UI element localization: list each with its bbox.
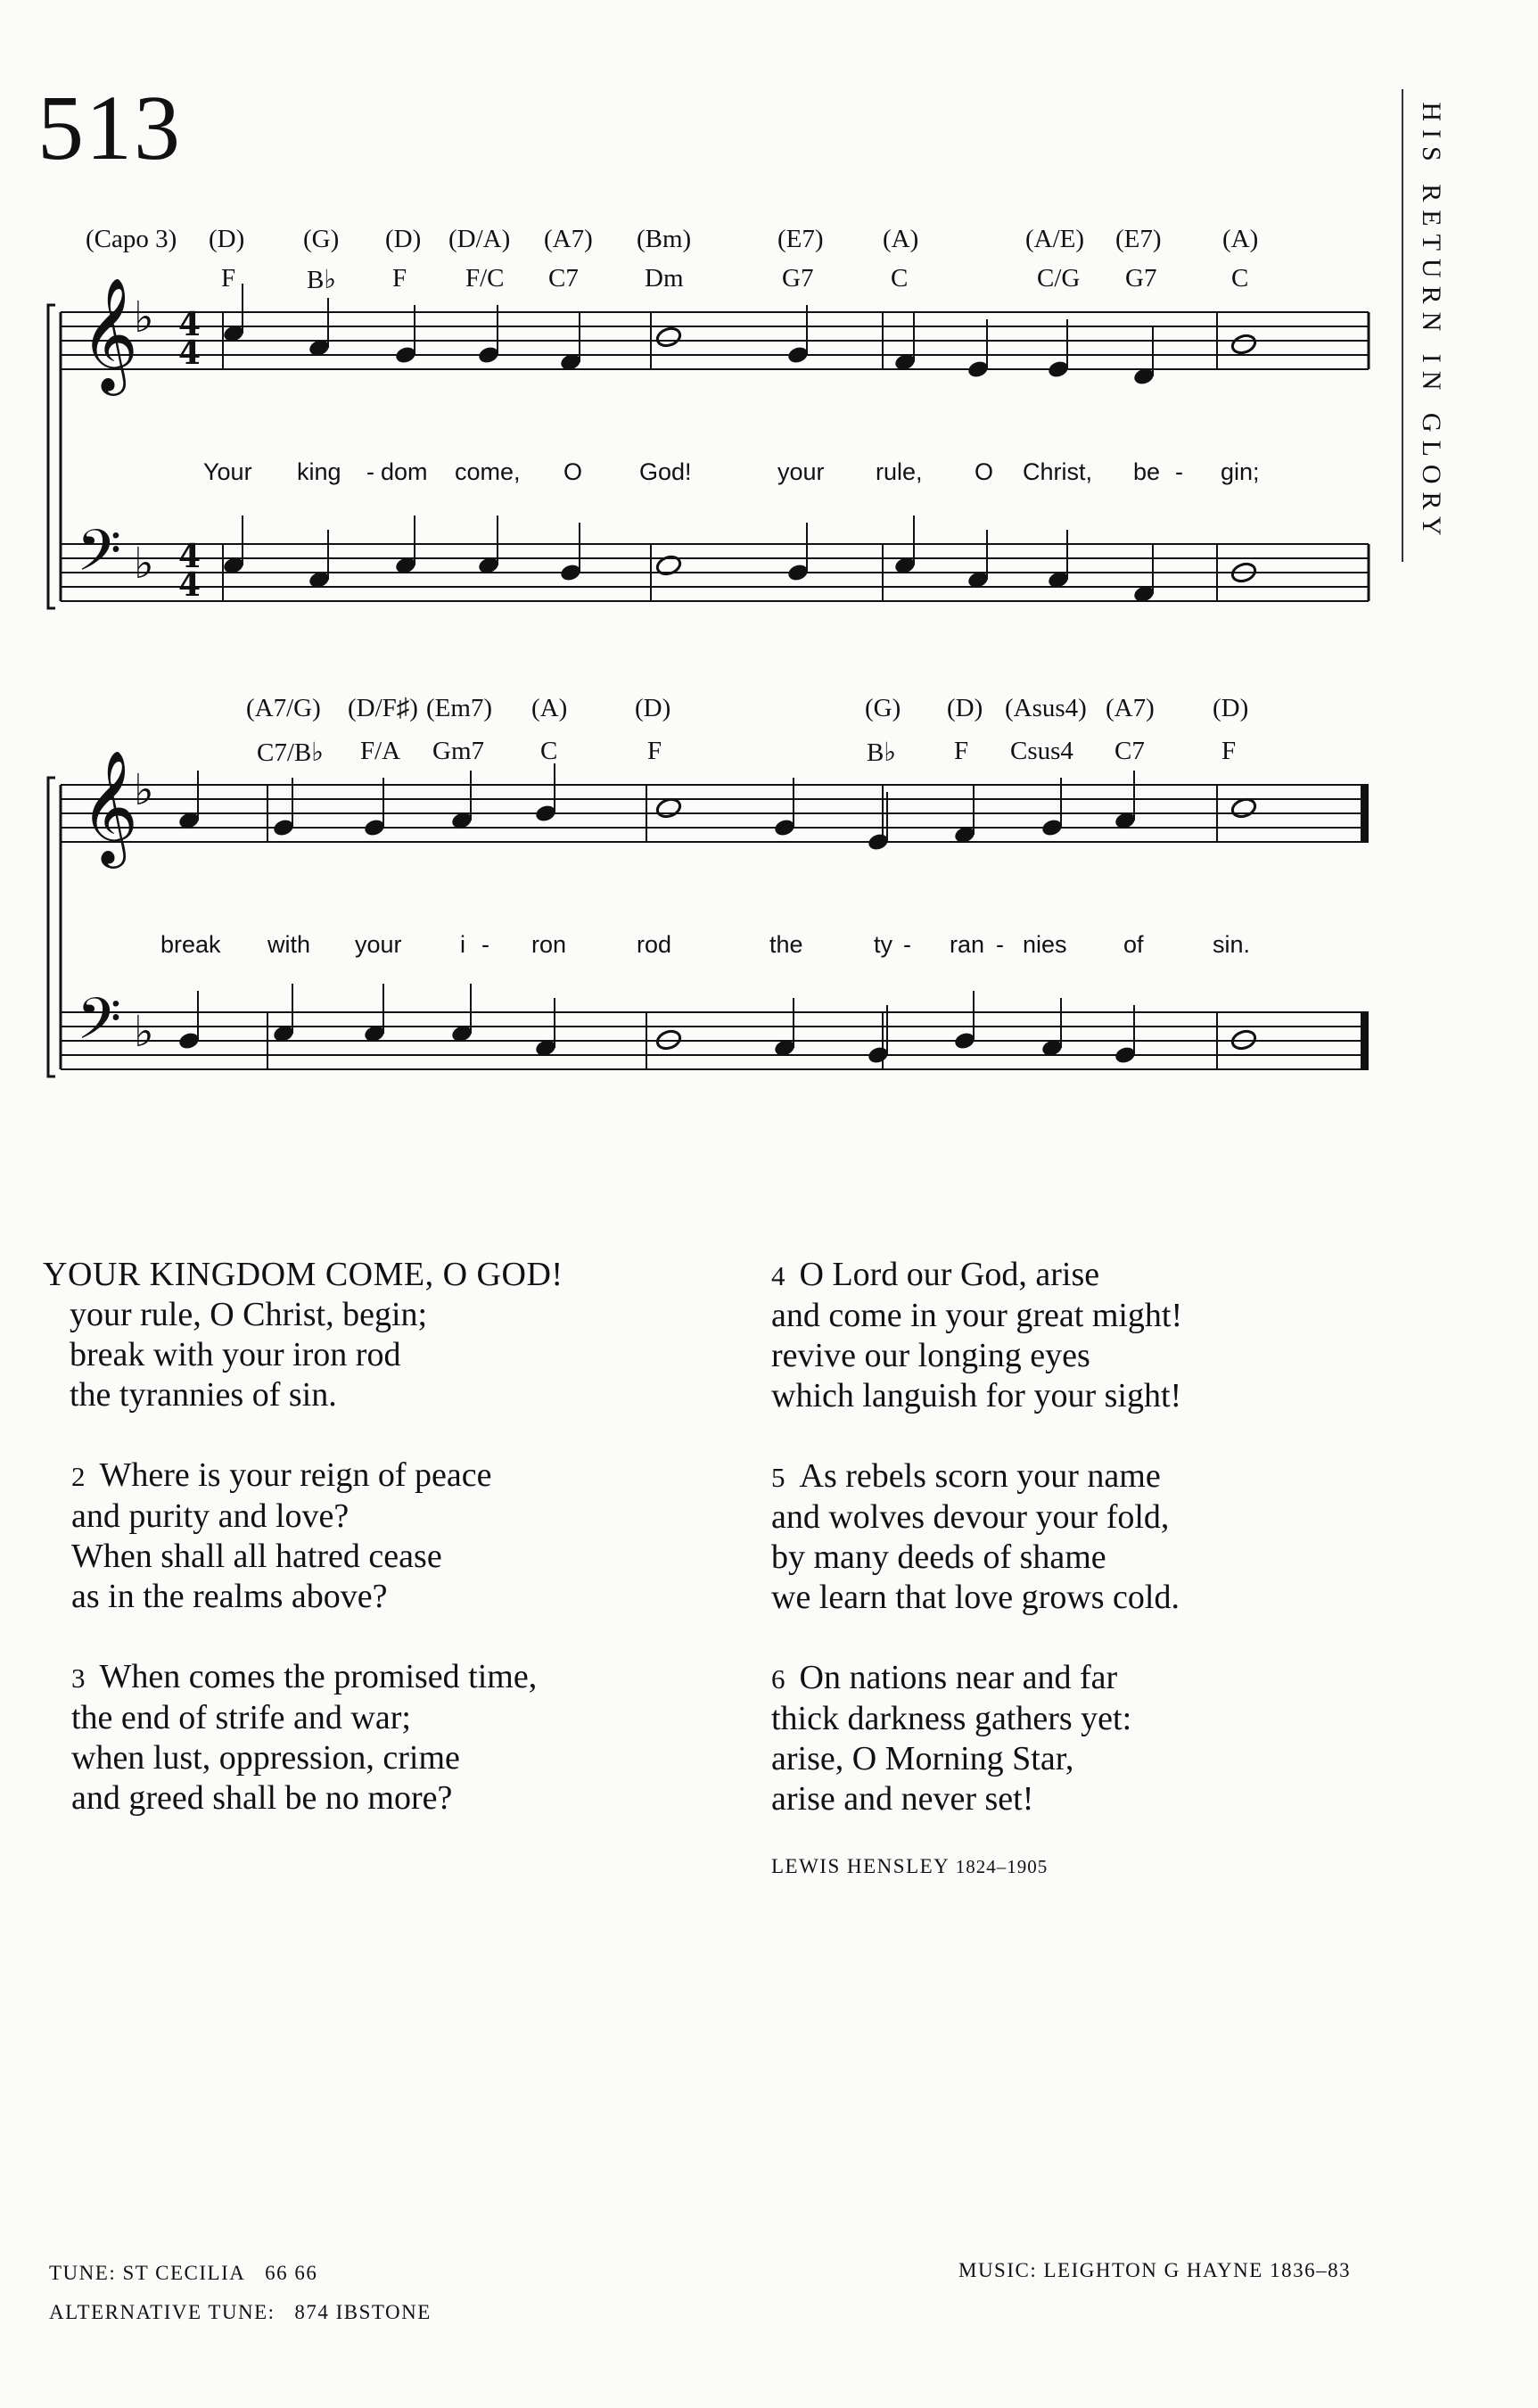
- guitar-chord-s1-6: (E7): [777, 225, 824, 253]
- chord-s2-1: F/A: [360, 737, 401, 765]
- verse-2-line-1: 2 Where is your reign of peace: [71, 1456, 492, 1494]
- lyric-s2-12: nies: [1023, 931, 1067, 958]
- lyric-s1-12: -: [1175, 458, 1183, 485]
- verse-4-number: 4: [771, 1260, 785, 1291]
- verse-2-line-4: as in the realms above?: [71, 1578, 388, 1615]
- flat-key-bass-1: ♭: [134, 539, 154, 589]
- verses-right-column: [771, 1255, 1182, 1878]
- author-credit: [771, 1855, 1182, 1878]
- verse-5-line-4: we learn that love grows cold.: [771, 1579, 1180, 1616]
- guitar-chord-s2-2: (Em7): [426, 694, 493, 722]
- verse-6-number: 6: [771, 1663, 785, 1695]
- bass-clef-icon-2: 𝄢: [77, 986, 122, 1067]
- guitar-chord-s1-8: (A/E): [1025, 225, 1085, 253]
- half-note-treble-1: [1230, 333, 1258, 356]
- lyric-s1-5: O: [563, 458, 583, 485]
- chord-s2-0: C7/B♭: [257, 738, 324, 767]
- verse-3-line-2: the end of strife and war;: [71, 1699, 411, 1736]
- verse-5-line-3: by many deeds of shame: [771, 1538, 1106, 1576]
- guitar-chord-s2-5: (G): [865, 694, 901, 722]
- guitar-chord-s1-0: (D): [209, 225, 245, 253]
- tune-meter: 66 66: [265, 2262, 318, 2284]
- chord-s1-2: F: [392, 264, 407, 293]
- verse-1-line-3: break with your iron rod: [70, 1336, 401, 1373]
- music-credit: [958, 2259, 1351, 2282]
- verse-1-line-2: your rule, O Christ, begin;: [70, 1296, 428, 1333]
- lyric-s2-8: ty: [874, 931, 893, 958]
- lyric-s1-2: -: [366, 458, 374, 485]
- lyric-s2-2: your: [355, 931, 402, 958]
- guitar-chord-s1-1: (G): [303, 225, 340, 253]
- alternative-tune-label: ALTERNATIVE TUNE:: [49, 2301, 276, 2323]
- chord-s1-7: C: [891, 264, 909, 293]
- verse-4-line-3: revive our longing eyes: [771, 1337, 1090, 1374]
- verse-2-number: 2: [71, 1461, 86, 1492]
- lyric-s1-6: God!: [639, 458, 692, 485]
- time-signature-0: 4: [178, 306, 202, 343]
- lyric-s1-7: your: [777, 458, 825, 485]
- verse-3-line-4: and greed shall be no more?: [71, 1779, 453, 1817]
- verse-4: [771, 1255, 1182, 1416]
- guitar-chord-s1-10: (A): [1222, 225, 1259, 253]
- chord-s1-5: Dm: [645, 264, 684, 293]
- lyric-s2-9: -: [903, 931, 911, 958]
- half-note-bass-0: [655, 554, 683, 577]
- lyric-s1-8: rule,: [876, 458, 923, 485]
- time-signature-2: 4: [178, 538, 202, 575]
- lyric-s1-3: dom: [381, 458, 428, 485]
- verse-3: [43, 1657, 563, 1818]
- verse-1-line-4: the tyrannies of sin.: [70, 1376, 337, 1414]
- hymn-number: 513: [37, 77, 182, 179]
- chord-s1-1: B♭: [307, 266, 337, 294]
- tune-name: TUNE: ST CECILIA: [49, 2262, 246, 2284]
- verses-left-column: [43, 1255, 563, 1818]
- guitar-chord-s2-3: (A): [531, 694, 568, 722]
- system-bracket-1: [48, 305, 55, 608]
- verse-2: [43, 1456, 563, 1617]
- guitar-chord-s1-3: (D/A): [448, 225, 511, 253]
- guitar-chord-s1-5: (Bm): [637, 225, 692, 253]
- chord-s2-3: C: [540, 737, 558, 765]
- lyric-s2-5: ron: [531, 931, 567, 958]
- alternative-tune-name: 874 IBSTONE: [294, 2301, 432, 2323]
- verse-5: [771, 1456, 1182, 1618]
- chord-s2-5: B♭: [867, 738, 897, 767]
- final-bar-treble-2: [1361, 785, 1369, 842]
- lyric-s2-3: i: [460, 931, 465, 958]
- treble-clef-icon-1: 𝄞: [80, 276, 139, 391]
- verse-4-line-1: 4 O Lord our God, arise: [771, 1256, 1100, 1293]
- lyric-s2-13: of: [1123, 931, 1144, 958]
- guitar-chord-s2-4: (D): [635, 694, 671, 722]
- verse-3-number: 3: [71, 1662, 86, 1694]
- chord-s2-9: F: [1221, 737, 1237, 765]
- chord-s1-6: G7: [782, 264, 814, 293]
- guitar-chord-s1-4: (A7): [544, 225, 593, 253]
- verse-6-line-2: thick darkness gathers yet:: [771, 1700, 1132, 1737]
- composer: MUSIC: LEIGHTON G HAYNE: [958, 2259, 1263, 2281]
- verse-5-line-2: and wolves devour your fold,: [771, 1498, 1170, 1536]
- guitar-chord-s2-8: (A7): [1106, 694, 1155, 722]
- music-notation: [0, 0, 1538, 1159]
- section-title: HIS RETURN IN GLORY: [1417, 102, 1446, 544]
- chord-s1-0: F: [221, 264, 236, 293]
- guitar-chord-s1-9: (E7): [1115, 225, 1162, 253]
- lyric-s2-4: -: [481, 931, 489, 958]
- verse-6-line-1: 6 On nations near and far: [771, 1659, 1118, 1696]
- chord-s2-7: Csus4: [1010, 737, 1073, 765]
- system-bracket-2: [48, 778, 55, 1076]
- verse-3-line-1: 3 When comes the promised time,: [71, 1658, 538, 1695]
- lyric-s1-4: come,: [455, 458, 521, 485]
- bass-clef-icon-1: 𝄢: [77, 518, 122, 598]
- verse-6-line-3: arise, O Morning Star,: [771, 1740, 1074, 1777]
- guitar-chord-s2-1: (D/F♯): [348, 694, 418, 722]
- time-signature-3: 4: [178, 566, 202, 604]
- verse-2-line-2: and purity and love?: [71, 1497, 350, 1535]
- flat-key-treble-2: ♭: [134, 765, 154, 815]
- lyric-s2-7: the: [769, 931, 803, 958]
- lyric-s2-11: -: [996, 931, 1004, 958]
- final-bar-bass-2: [1361, 1012, 1369, 1069]
- lyric-s2-14: sin.: [1213, 931, 1251, 958]
- lyric-s1-13: gin;: [1221, 458, 1260, 485]
- lyric-s2-0: break: [160, 931, 221, 958]
- tune-info: [49, 2262, 317, 2285]
- guitar-chord-s1-2: (D): [385, 225, 422, 253]
- chord-s2-6: F: [954, 737, 969, 765]
- verse-3-line-3: when lust, oppression, crime: [71, 1739, 460, 1777]
- author-name: LEWIS HENSLEY: [771, 1855, 950, 1877]
- time-signature-1: 4: [178, 334, 202, 372]
- chord-s1-9: G7: [1125, 264, 1157, 293]
- lyric-s2-6: rod: [637, 931, 672, 958]
- verse-6: [771, 1658, 1182, 1819]
- chord-s1-10: C: [1231, 264, 1249, 293]
- verse-1-line-1: YOUR KINGDOM COME, O GOD!: [43, 1256, 563, 1293]
- verse-4-line-4: which languish for your sight!: [771, 1377, 1182, 1414]
- lyric-s1-11: be: [1133, 458, 1161, 485]
- chord-s1-3: F/C: [465, 264, 505, 293]
- lyric-s1-10: Christ,: [1023, 458, 1093, 485]
- composer-dates: 1836–83: [1270, 2259, 1352, 2281]
- guitar-chord-s2-6: (D): [947, 694, 983, 722]
- guitar-chord-s2-0: (A7/G): [246, 694, 321, 722]
- verse-5-line-1: 5 As rebels scorn your name: [771, 1457, 1161, 1495]
- guitar-chord-s2-7: (Asus4): [1005, 694, 1087, 722]
- treble-clef-icon-2: 𝄞: [80, 749, 139, 863]
- verse-2-line-3: When shall all hatred cease: [71, 1538, 442, 1575]
- chord-s1-4: C7: [548, 264, 579, 293]
- verse-4-line-2: and come in your great might!: [771, 1297, 1183, 1334]
- chord-s2-8: C7: [1114, 737, 1145, 765]
- lyric-s1-1: king: [297, 458, 341, 485]
- chord-s1-8: C/G: [1037, 264, 1081, 293]
- lyric-s1-9: O: [975, 458, 994, 485]
- flat-key-bass-2: ♭: [134, 1007, 154, 1057]
- lyric-s1-0: Your: [203, 458, 252, 485]
- flat-key-treble-1: ♭: [134, 293, 154, 342]
- author-dates: 1824–1905: [955, 1856, 1049, 1877]
- capo-indicator: (Capo 3): [86, 225, 177, 253]
- chord-s2-4: F: [647, 737, 662, 765]
- chord-s2-2: Gm7: [432, 737, 484, 765]
- guitar-chord-s2-9: (D): [1213, 694, 1249, 722]
- half-note-treble-0: [655, 326, 683, 349]
- lyric-s2-10: ran: [950, 931, 985, 958]
- verse-1: [43, 1255, 563, 1415]
- verse-6-line-4: arise and never set!: [771, 1780, 1034, 1818]
- alternative-tune-info: [49, 2301, 432, 2324]
- lyric-s2-1: with: [267, 931, 311, 958]
- verse-5-number: 5: [771, 1462, 785, 1493]
- guitar-chord-s1-7: (A): [883, 225, 919, 253]
